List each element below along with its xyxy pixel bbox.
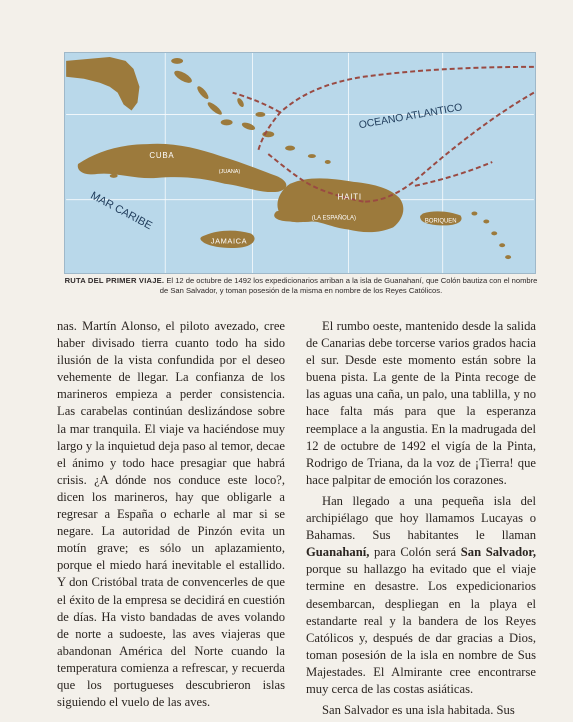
caption-lead: RUTA DEL PRIMER VIAJE. (64, 276, 165, 285)
jamaica-label: JAMAICA (210, 236, 248, 246)
left-column (57, 318, 285, 711)
florida-shape (66, 57, 139, 111)
right-column (306, 318, 536, 719)
cuba-label: CUBA (149, 151, 175, 161)
sea-label: MAR CARIBE (88, 189, 154, 233)
p2-text-c: para Colón será (374, 545, 457, 560)
ocean-label: OCEANO ATLANTICO (358, 102, 464, 132)
right-paragraph-1: El rumbo oeste, mantenido desde la salida de Canarias debe torcerse varios grados hacia el sur. Desde este momento están sobre la buena pista. La gente de la Pinta recoge de las aguas una caña, un palo, una tablilla, y no hace falta más para que la esperanza reemplace a la angustia. En la madrugada del 12 de octubre de 1492 el vigía de la Pinta, Rodrigo de Triana, da la voz de ¡Tierra! que hace palpitar de emoción los corazones. (306, 319, 536, 487)
p2-text-a: Han llegado a una pequeña isla del archipiélago que hoy llamamos Lucayas o Bahamas. Sus habitantes le llaman (306, 493, 536, 543)
espanola-label: (LA ESPAÑOLA) (311, 215, 357, 222)
san-salvador-name: San Salvador, (460, 545, 537, 560)
map-caption (62, 276, 540, 296)
p2-text-d: porque su hallazgo ha evitado que el viaje termine en desastre. Los expedicionarios desembarcan, despliegan en la playa el estandarte real y la bandera de los Reyes Católicos y, después de dar gracias a Dios, toman posesión de la isla en nombre de Sus Majestades. El Almirante cree encontrarse muy cerca de las costas asiáticas. (306, 562, 536, 696)
haiti-label: HAITI (337, 192, 362, 202)
right-paragraph-2 (306, 493, 536, 698)
caption-text: El 12 de octubre de 1492 los expedicionarios arriban a la isla de Guanahaní, que Colón bautiza con el nombre de San Salvador, y toman posesión de la misma en nombre de los Reyes Católicos. (159, 276, 538, 295)
right-paragraph-3: San Salvador es una isla habitada. Sus (322, 703, 515, 718)
left-paragraph: nas. Martín Alonso, el piloto avezado, cree haber divisado tierra cuanto todo ha sido ilusión de la vista confundida por el deseo vehemente de llegar. La confianza de los marineros empieza a perder consistencia. Las carabelas continúan deslizándose sobre la mar tranquila. El viaje va haciéndose muy largo y la inquietud deja paso al temor, decae el ánimo y todo hace presagiar que habrá crisis. ¿A dónde nos conduce este loco?, dicen los marineros, hay que obligarle a regresar a España o echarle al mar si se negare. La autoridad de Pinzón evita un motín grave; es sólo un aplazamiento, porque el miedo hará inevitable el estallido. Y don Cristóbal trata de convencerles de que el éxito de la empresa se decidirá en cuestión de días. Ha visto bandadas de aves volando de norte a sudoeste, las aves viajeras que abandonan América del Norte cuando la temperatura comienza a refrescar, y recuerda que los portugueses descubrieron islas siguiendo el vuelo de las aves. (57, 319, 285, 710)
guanahani-name: Guanahaní, (306, 545, 370, 560)
boriquen-label: BORIQUEN (424, 218, 457, 225)
cuba-shape (78, 144, 287, 192)
route-map (64, 52, 536, 274)
map-graphic (65, 53, 535, 273)
juana-label: (JUANA) (218, 168, 241, 175)
hispaniola-shape (277, 178, 403, 232)
